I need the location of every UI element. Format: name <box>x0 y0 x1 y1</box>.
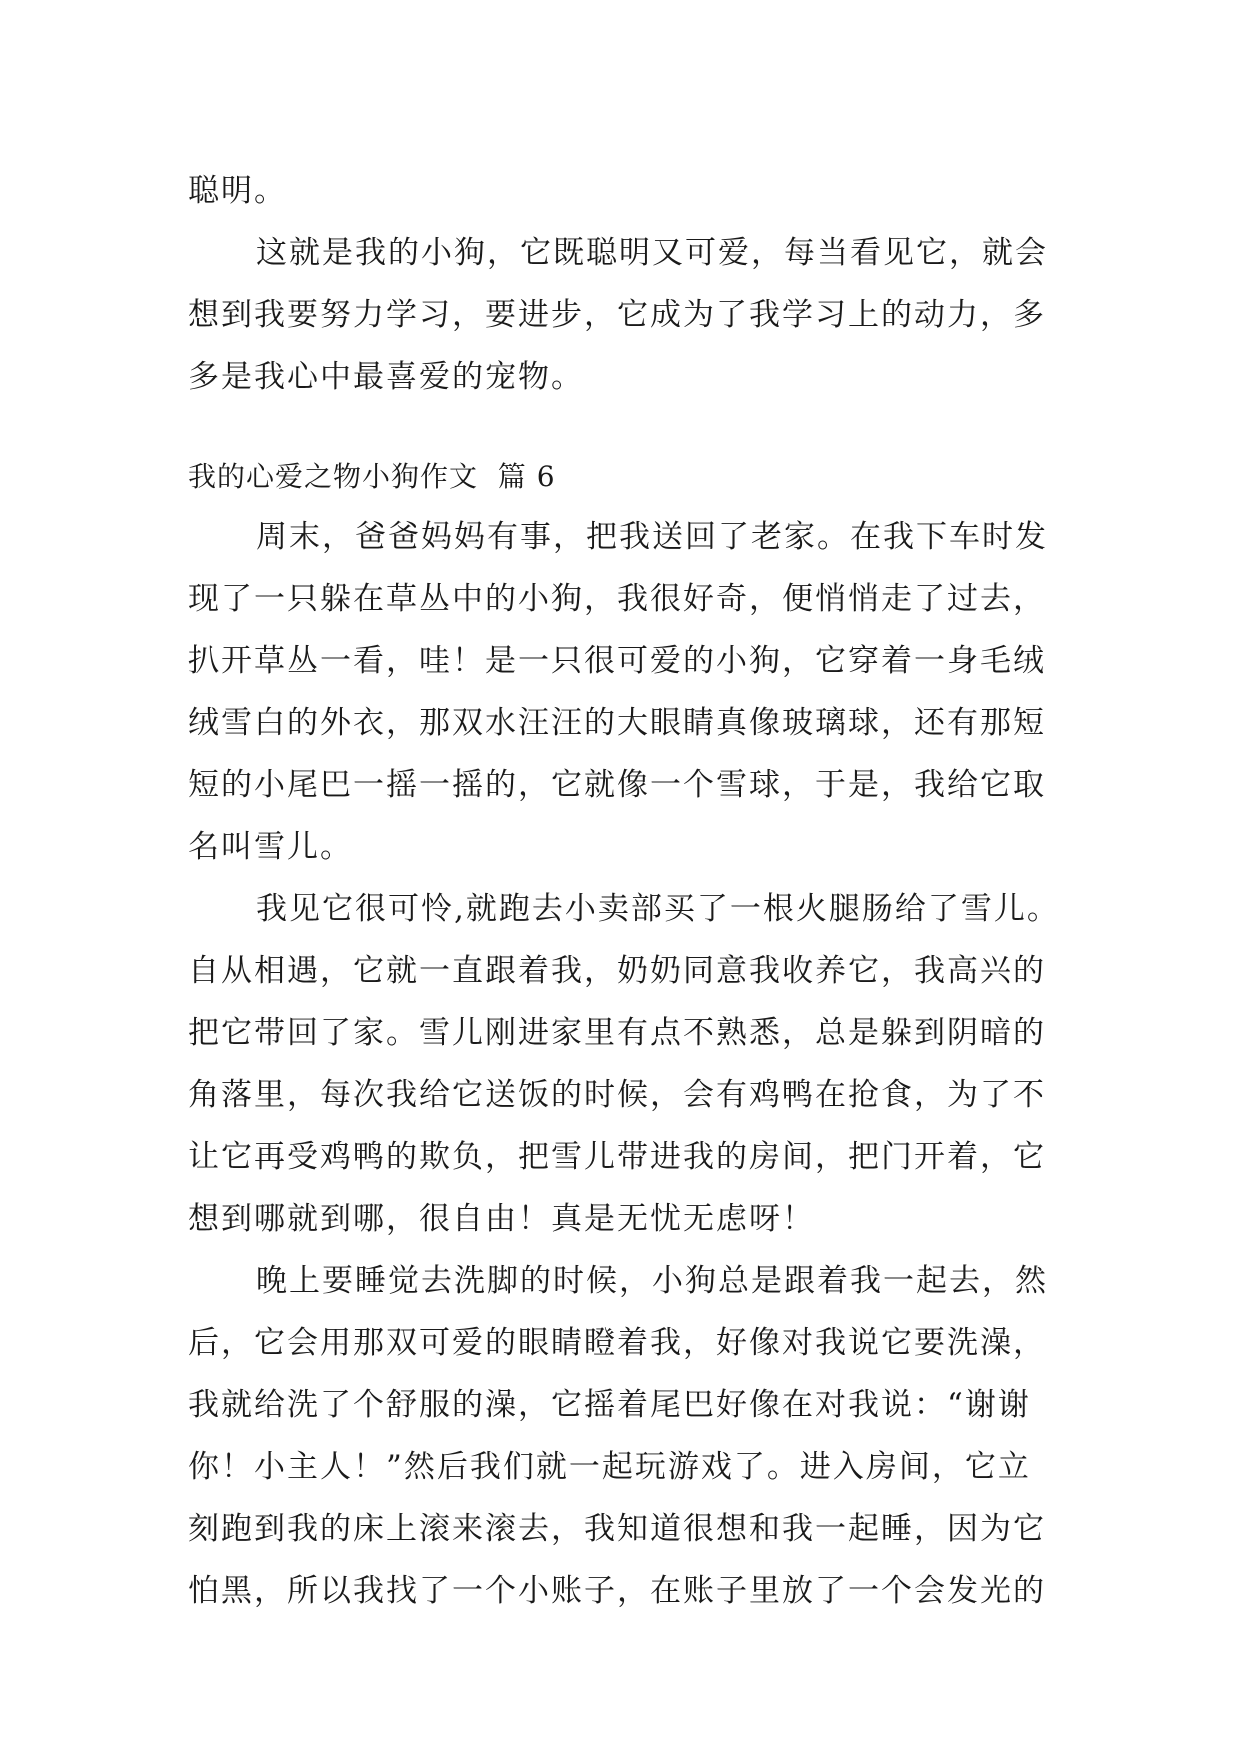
paragraph-line: 怕黑，所以我找了一个小账子，在账子里放了一个会发光的 <box>188 1573 1046 1609</box>
document-body <box>188 160 1058 1622</box>
paragraph-line: 扒开草丛一看，哇！是一只很可爱的小狗，它穿着一身毛绒 <box>188 643 1046 679</box>
paragraph-line: 你！小主人！”然后我们就一起玩游戏了。进入房间，它立 <box>188 1449 1031 1485</box>
paragraph-line: 我就给洗了个舒服的澡，它摇着尾巴好像在对我说：“谢谢 <box>188 1387 1031 1423</box>
paragraph-line: 自从相遇，它就一直跟着我，奶奶同意我收养它，我高兴的 <box>188 953 1046 989</box>
paragraph-line: 想到我要努力学习，要进步，它成为了我学习上的动力，多 <box>188 297 1046 333</box>
paragraph-line: 短的小尾巴一摇一摇的，它就像一个雪球，于是，我给它取 <box>188 767 1046 803</box>
paragraph-line: 想到哪就到哪，很自由！真是无忧无虑呀！ <box>188 1201 815 1237</box>
paragraph-line: 聪明。 <box>188 173 287 209</box>
paragraph-line: 让它再受鸡鸭的欺负，把雪儿带进我的房间，把门开着，它 <box>188 1139 1046 1175</box>
paragraph-line: 我见它很可怜,就跑去小卖部买了一根火腿肠给了雪儿。 <box>256 891 1060 927</box>
paragraph-line: 多是我心中最喜爱的宠物。 <box>188 359 584 395</box>
paragraph-line: 晚上要睡觉去洗脚的时候，小狗总是跟着我一起去，然 <box>256 1263 1048 1299</box>
paragraph-line: 名叫雪儿。 <box>188 829 353 865</box>
paragraph-line: 绒雪白的外衣，那双水汪汪的大眼睛真像玻璃球，还有那短 <box>188 705 1046 741</box>
section-spacer <box>188 408 1058 448</box>
paragraph-line: 后，它会用那双可爱的眼睛瞪着我，好像对我说它要洗澡， <box>188 1325 1046 1361</box>
paragraph-line: 角落里，每次我给它送饭的时候，会有鸡鸭在抢食，为了不 <box>188 1077 1046 1113</box>
paragraph-line: 周末，爸爸妈妈有事，把我送回了老家。在我下车时发 <box>256 519 1048 555</box>
paragraph-line: 这就是我的小狗，它既聪明又可爱，每当看见它，就会 <box>256 235 1048 271</box>
paragraph-line: 现了一只躲在草丛中的小狗，我很好奇，便悄悄走了过去， <box>188 581 1046 617</box>
section-title: 我的心爱之物小狗作文 篇 6 <box>188 460 556 493</box>
paragraph-line: 把它带回了家。雪儿刚进家里有点不熟悉，总是躲到阴暗的 <box>188 1015 1046 1051</box>
paragraph-line: 刻跑到我的床上滚来滚去，我知道很想和我一起睡，因为它 <box>188 1511 1046 1547</box>
